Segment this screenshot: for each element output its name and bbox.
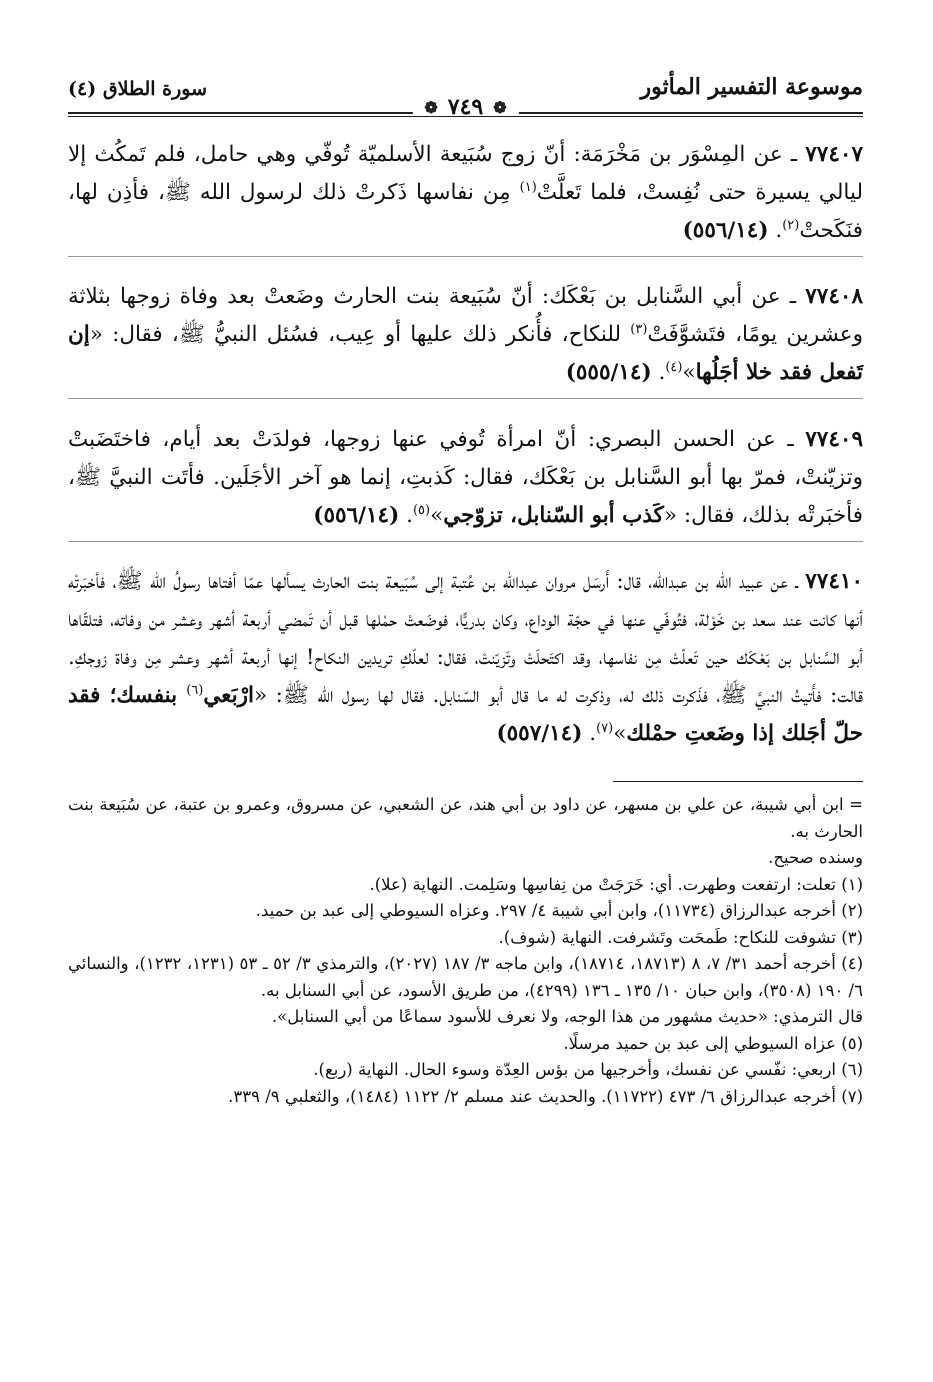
footnote-marker: (٥) xyxy=(412,502,431,518)
footnote-marker: (٤) xyxy=(665,359,683,375)
page-number: ٧٤٩ xyxy=(447,94,484,120)
entries-list xyxy=(68,136,863,760)
footnote-2: (٢) أخرجه عبدالرزاق (١١٧٣٤)، وابن أبي شيبة ٤/ ٢٩٧. وعزاه السيوطي إلى عبد بن حميد. xyxy=(255,901,863,920)
entry-text: . xyxy=(651,360,666,385)
volume-reference: (٥٥٦/١٤) xyxy=(682,217,769,243)
footnote-6: (٦) اربعي: نفّسي عن نفسك، وأخرجيها من بؤس العِدّة وسوء الحال. النهاية (ربع). xyxy=(313,1060,863,1079)
footnote-divider xyxy=(613,781,863,782)
entry-number: ٧٧٤٠٧ xyxy=(805,141,863,167)
footnote-marker: (٧) xyxy=(596,720,614,736)
footnote-7: (٧) أخرجه عبدالرزاق ٦/ ٤٧٣ (١١٧٢٢). والحديث عند مسلم ٢/ ١١٢٢ (١٤٨٤)، والثعلبي ٩/ ٣٣٩. xyxy=(228,1086,863,1106)
entry-text: » xyxy=(613,721,627,746)
ornament-icon: ❁ xyxy=(493,97,507,117)
volume-reference: (٥٥٥/١٤) xyxy=(565,360,652,385)
hadith-text: ارْبَعي xyxy=(203,683,254,708)
footnote-4-note: قال الترمذي: «حديث مشهور من هذا الوجه، ولا نعرف للأسود سماعًا من أبي السنابل». xyxy=(271,1007,863,1026)
entry-text: للنكاح، فأُنكر ذلك عليها أو عِيب، فسُئل النبيُّ ﷺ، فقال: « xyxy=(89,322,631,347)
entry-77409 xyxy=(68,421,863,542)
entry-text: » xyxy=(682,360,696,385)
ornament-icon: ❁ xyxy=(424,97,438,117)
hadith-text: إن تَفعل فقد خلا أجَلُها xyxy=(68,322,863,385)
entry-number: ٧٧٤١٠ xyxy=(805,569,863,594)
entry-text: » xyxy=(430,502,444,528)
entry-text: . xyxy=(399,502,413,528)
entry-77407 xyxy=(68,136,863,257)
entry-77408 xyxy=(68,278,863,399)
page-number-block xyxy=(412,94,518,120)
footnotes xyxy=(68,792,863,1110)
entry-text: ـ عن الحسن البصري: أنّ امرأة تُوفي عنها زوجها، فولدَتْ بعد أيام، فاختَضَبتْ وتزيّنتْ، فمرّ بها أبو السَّنابل بن بَعْكَك، فقال: كَذبتِ، إنما هو آخر الأجَلَين. فأتَت النبيَّ ﷺ، فأخبَرتْه بذلك، فقال: « xyxy=(68,426,863,528)
entry-77410 xyxy=(68,563,863,759)
book-title: موسوعة التفسير المأثور xyxy=(640,74,863,100)
footnote-marker: (١) xyxy=(519,179,537,195)
entry-text: . xyxy=(768,217,783,243)
footnote-continuation: وسنده صحيح. xyxy=(768,848,863,867)
footnote-4: (٤) أخرجه أحمد ٣١/ ٧، ٨ (١٨٧١٣، ١٨٧١٤)، وابن ماجه ٣/ ١٨٧ (٢٠٢٧)، والترمذي ٣/ ٥٢ ـ ٥٣ (١٢٣١، ١٢٣٢)، والنسائي ٦/ ١٩٠ (٣٥٠٨)، وابن حبان ١٠/ ١٣٥ ـ ١٣٦ (٤٢٩٩)، من طريق الأسود، عن أبي السنابل به. xyxy=(68,954,864,1000)
volume-reference: (٥٥٦/١٤) xyxy=(313,502,400,528)
footnote-1: (١) تعلت: ارتفعت وطهرت. أي: خَرَجَتْ من نِفاسِها وسَلِمت. النهاية (علا). xyxy=(369,874,863,894)
entry-text: . xyxy=(582,721,597,746)
footnote-continuation: = ابن أبي شيبة، عن علي بن مسهر، عن داود بن أبي هند، عن الشعبي، عن مسروق، وعمرو بن عتبة، عن سُبَيعة بنت الحارث به. xyxy=(68,795,863,841)
entry-number: ٧٧٤٠٩ xyxy=(805,426,863,452)
entry-text: ـ عن المِسْوَر بن مَخْرَمَة: أنّ زوج سُبَيعة الأسلميّة تُوفّي وهي حامل، فلم تَمكُث إلا ليالي يسيرة حتى نُفِستْ، فلما تَعلَّتْ xyxy=(68,141,863,205)
volume-reference: (٥٥٧/١٤) xyxy=(496,721,583,746)
running-header xyxy=(68,68,863,120)
surah-title: سورة الطلاق (٤) xyxy=(68,78,208,100)
entry-text: مِن نفاسها ذَكرتْ ذلك لرسول الله ﷺ، فأذِن لها، فنَكَحتْ xyxy=(68,179,863,243)
entry-text: ـ عن عبيد الله بن عبدالله، قال: أَرسَل مروان عبدالله بن عُتبة إلى سُبَيعة بنت الحارث يسألها عمّا أفتاها رسولُ الله ﷺ، فأخبَرتْه أنها كانت عند سعد بن خَوْلة، فتُوفّي عنها في حجّة الوداع، وكان بدريًّا، فوضَعتْ حمْلها قبل أن تَمضي أربعة أشهر وعشر من وفاته، فتلقّاها أبو السَّنابل بن بَعْكَك حين تَعلّتْ مِن نفاسها، وقد اكتَحلَتْ وتَزيّنتْ، فقال: لعلّكِ تريدين النكاح! إنها أربعة أشهر وعشر مِن وفاة زوجكِ. قالت: فأَتيتُ النبيَّ ﷺ، فذَكرت ذلك له، وذكرت له ما قال أبو السّنابل. فقال لها رسول الله ﷺ: « xyxy=(68,569,864,708)
entry-number: ٧٧٤٠٨ xyxy=(805,284,863,309)
footnote-5: (٥) عزاه السيوطي إلى عبد بن حميد مرسلًا. xyxy=(563,1033,863,1053)
footnote-marker: (٦) xyxy=(186,682,204,698)
hadith-text: بنفسك؛ فقد حلّ أجَلك إذا وضَعتِ حمْلك xyxy=(68,683,863,746)
footnote-marker: (٢) xyxy=(782,217,800,233)
hadith-text: كَذب أبو السّنابل، تزوّجي xyxy=(443,502,664,528)
footnote-3: (٣) تشوفت للنكاح: طَمحَت وتَشرفت. النهاية (شوف). xyxy=(498,927,863,947)
entry-text: ـ عن أبي السَّنابل بن بَعْكَك: أنّ سُبَيعة بنت الحارث وضَعتْ بعد وفاة زوجها بثلاثة وعشرين يومًا، فتَشوَّفَتْ xyxy=(68,284,863,347)
footnote-marker: (٣) xyxy=(630,321,648,337)
